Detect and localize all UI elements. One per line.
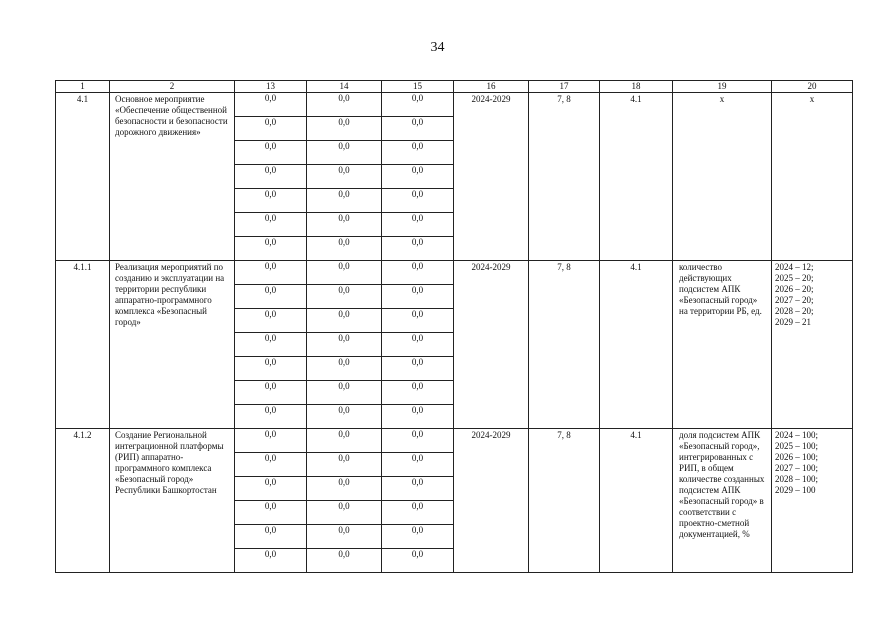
value-cell: 0,0 (382, 333, 454, 357)
header-cell: 20 (772, 81, 853, 93)
value-cell: 0,0 (235, 165, 307, 189)
header-cell: 2 (110, 81, 235, 93)
value-cell: 0,0 (235, 285, 307, 309)
value-cell: 0,0 (382, 429, 454, 453)
value-cell: 0,0 (307, 309, 382, 333)
header-cell: 17 (529, 81, 600, 93)
value-cell: 0,0 (235, 381, 307, 405)
indicator-cell: количество действующих подсистем АПК «Безопасный город» на территории РБ, ед. (673, 261, 772, 429)
value-cell: 0,0 (382, 165, 454, 189)
column-17-cell: 7, 8 (529, 429, 600, 573)
header-row (56, 81, 853, 93)
value-cell: 0,0 (307, 477, 382, 501)
value-cell: 0,0 (382, 381, 454, 405)
column-18-cell: 4.1 (600, 93, 673, 261)
column-17-cell: 7, 8 (529, 261, 600, 429)
header-cell: 19 (673, 81, 772, 93)
value-cell: 0,0 (235, 237, 307, 261)
value-cell: 0,0 (307, 549, 382, 573)
column-18-cell: 4.1 (600, 261, 673, 429)
value-cell: 0,0 (382, 141, 454, 165)
value-cell: 0,0 (307, 357, 382, 381)
value-cell: 0,0 (382, 405, 454, 429)
column-17-cell: 7, 8 (529, 93, 600, 261)
value-cell: 0,0 (307, 141, 382, 165)
value-cell: 0,0 (235, 93, 307, 117)
value-cell: 0,0 (235, 453, 307, 477)
header-cell: 15 (382, 81, 454, 93)
value-cell: 0,0 (382, 357, 454, 381)
header-cell: 1 (56, 81, 110, 93)
activity-code: 4.1 (56, 93, 110, 261)
value-cell: 0,0 (307, 525, 382, 549)
value-cell: 0,0 (382, 525, 454, 549)
value-cell: 0,0 (382, 93, 454, 117)
value-cell: 0,0 (307, 405, 382, 429)
value-cell: 0,0 (382, 213, 454, 237)
value-cell: 0,0 (307, 165, 382, 189)
value-cell: 0,0 (382, 285, 454, 309)
period-cell: 2024-2029 (454, 93, 529, 261)
period-cell: 2024-2029 (454, 429, 529, 573)
value-cell: 0,0 (382, 117, 454, 141)
indicator-cell: доля подсистем АПК «Безопасный город», интегрированных с РИП, в общем количестве созданных подсистем АПК «Безопасный город» в соответствии с проектно-сметной документацией, % (673, 429, 772, 573)
indicator-cell: х (673, 93, 772, 261)
program-table-container (55, 80, 852, 615)
activity-code: 4.1.2 (56, 429, 110, 573)
value-cell: 0,0 (235, 525, 307, 549)
value-cell: 0,0 (307, 237, 382, 261)
header-cell: 14 (307, 81, 382, 93)
value-cell: 0,0 (307, 93, 382, 117)
value-cell: 0,0 (307, 261, 382, 285)
period-cell: 2024-2029 (454, 261, 529, 429)
value-cell: 0,0 (307, 429, 382, 453)
value-cell: 0,0 (235, 189, 307, 213)
value-cell: 0,0 (235, 405, 307, 429)
table-body (56, 93, 853, 573)
targets-cell: 2024 – 100; 2025 – 100; 2026 – 100; 2027 – 100; 2028 – 100; 2029 – 100 (772, 429, 853, 573)
value-cell: 0,0 (235, 357, 307, 381)
value-cell: 0,0 (235, 549, 307, 573)
value-cell: 0,0 (235, 309, 307, 333)
program-table (55, 80, 853, 573)
activity-name: Основное мероприятие «Обеспечение общественной безопасности и безопасности дорожного движения» (110, 93, 235, 261)
value-cell: 0,0 (307, 333, 382, 357)
table-row (56, 261, 853, 285)
value-cell: 0,0 (307, 381, 382, 405)
value-cell: 0,0 (307, 189, 382, 213)
value-cell: 0,0 (235, 429, 307, 453)
page-number: 34 (430, 40, 445, 55)
value-cell: 0,0 (235, 501, 307, 525)
value-cell: 0,0 (235, 333, 307, 357)
header-cell: 18 (600, 81, 673, 93)
value-cell: 0,0 (382, 189, 454, 213)
value-cell: 0,0 (235, 261, 307, 285)
value-cell: 0,0 (235, 213, 307, 237)
targets-cell: 2024 – 12; 2025 – 20; 2026 – 20; 2027 – 20; 2028 – 20; 2029 – 21 (772, 261, 853, 429)
value-cell: 0,0 (382, 453, 454, 477)
value-cell: 0,0 (382, 549, 454, 573)
value-cell: 0,0 (307, 117, 382, 141)
value-cell: 0,0 (307, 453, 382, 477)
targets-cell: х (772, 93, 853, 261)
header-cell: 13 (235, 81, 307, 93)
value-cell: 0,0 (382, 237, 454, 261)
value-cell: 0,0 (382, 309, 454, 333)
value-cell: 0,0 (382, 477, 454, 501)
activity-name: Создание Региональной интеграционной платформы (РИП) аппаратно-программного комплекса «Безопасный город» Республики Башкортостан (110, 429, 235, 573)
value-cell: 0,0 (382, 261, 454, 285)
activity-name: Реализация мероприятий по созданию и эксплуатации на территории республики аппаратно-программного комплекса «Безопасный город» (110, 261, 235, 429)
value-cell: 0,0 (382, 501, 454, 525)
activity-code: 4.1.1 (56, 261, 110, 429)
header-cell: 16 (454, 81, 529, 93)
value-cell: 0,0 (235, 141, 307, 165)
value-cell: 0,0 (235, 117, 307, 141)
value-cell: 0,0 (307, 285, 382, 309)
column-18-cell: 4.1 (600, 429, 673, 573)
value-cell: 0,0 (235, 477, 307, 501)
table-row (56, 93, 853, 117)
value-cell: 0,0 (307, 213, 382, 237)
value-cell: 0,0 (307, 501, 382, 525)
table-row (56, 429, 853, 453)
